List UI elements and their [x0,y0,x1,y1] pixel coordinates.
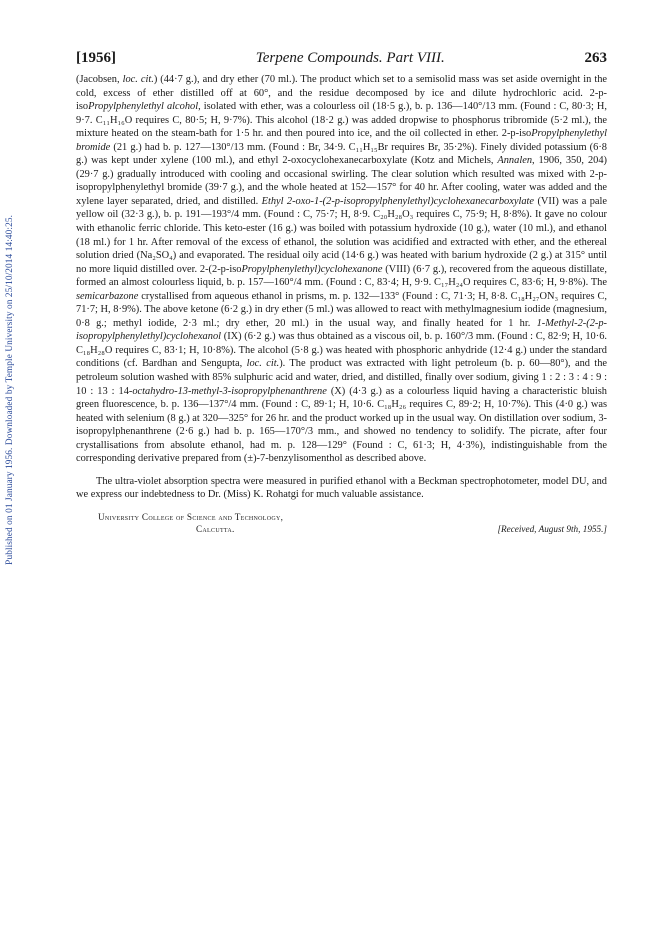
running-header [76,50,607,67]
text-run: (IX) (6·2 g.) was thus obtained as a viscous oil, b. p. 160°/3 mm. (Found : C, 82·9; H, 10·6. C₁₈H₂₈O requires C, 83·1; H, 10·8%). The alcohol (5·8 g.) was heated with phosphoric anhydride (12·4 g.) under the standard conditions (cf. Bardhan and Sengupta, [76,331,607,370]
text-run: (VIII) (6·7 g.), recovered from the aqueous distillate, formed an almost colourless liquid, b. p. 157—160°/4 mm. (Found : C, 83·4; H, 9·9. C₁₇H₂₄O requires C, 83·6; H, 9·8%). The [76,263,607,289]
italic-run: Annalen [497,155,533,167]
journal-page [76,50,607,544]
italic-run: loc. cit. [246,358,280,370]
text-run: crystallised from aqueous ethanol in prisms, m. p. 132—133° (Found : C, 71·3; H, 8·8. C₁₈H₂₇ON₃ requires C, 71·7; H, 8·9%). The above ketone (6·2 g.) in dry ether (5 ml.) was allowed to react with methylmagnesium iodide (magnesium, 0·8 g.; methyl iodide, 2·3 ml.; dry ether, 20 ml.) in the usual way, and finally heated for 1 hr. [76,290,607,329]
received-date: [Received, August 9th, 1955.] [497,523,607,534]
italic-run: loc. cit. [122,74,154,85]
header-year: [1956] [76,50,116,66]
text-run: ) (44·7 g.), and dry ether (70 ml.). The product which set to a semisolid mass was set aside overnight in the cold, excess of ether distilled off at 60°, and the residue decomposed by ice and dilute hydrochloric acid. 2-p-iso [76,74,608,113]
text-run: (X) (4·3 g.) as a colourless liquid having a characteristic bluish green fluorescence, b. p. 136—137°/4 mm. (Found : C, 89·1; H, 10·6. C₁₈H₂₆ requires C, 89·2; H, 10·7%). This (4·0 g.) was heated with selenium (8 g.) at 320—325° for 26 hr. and the product worked up in the usual way. On distillation over sodium, 3-isopropylphenanthrene (2·6 g.) had b. p. 165—170°/3 mm., and showed no tendency to solidify. The picrate, after four crystallisations from absolute ethanol, had m. p. 128—129° (Found : C, 61·3; H, 4·3%), indistinguishable from the corresponding derivative prepared from (±)-7-benzylisomenthol as described above. [76,385,607,465]
italic-run: Propylphenylethyl bromide [76,128,607,153]
text-run: , isolated with ether, was a colourless oil (18·5 g.), b. p. 136—140°/13 mm. (Found : C, 80·3; H, 9·7. C₁₁H₁₆O requires C, 80·5; H, 9·7%). This alcohol (18·2 g.) was added dropwise to phosphorus tribromide (5·2 ml.), the mixture heated on the steam-bath for 1·5 hr. and then poured into ice, and the oil collected in ether. 2-p-iso [76,101,607,140]
text-run: (21 g.) had b. p. 127—130°/13 mm. (Found : Br, 34·9. C₁₁H₁₅Br requires Br, 35·2%). Finely divided potassium (6·8 g.) was kept under xylene (100 ml.), and ethyl 2-oxocyclohexanecarboxylate (Kotz and Michels, [76,141,607,167]
download-notice [2,150,18,630]
italic-run: Ethyl 2-oxo-1-(2-p-isopropylphenylethyl)cyclohexanecarboxylate [261,195,535,207]
download-notice-text: Published on 01 January 1956. Downloaded by Temple University on 25/10/2014 14:40:25. [5,215,15,565]
italic-run: octahydro-13-methyl-3-isopropylphenanthrene [132,385,327,397]
experimental-paragraph [76,73,607,466]
affiliation-line-1: University College of Science and Technology, [98,511,284,522]
italic-run: Propylphenylethyl alcohol [88,101,199,113]
italic-run: Propylphenylethyl)cyclohexanone [241,263,383,275]
article-footer [76,512,607,544]
text-run: (Jacobsen, [76,74,123,85]
header-title: Terpene Compounds. Part VIII. [255,50,445,66]
text-run: ). The product was extracted with light petroleum (b. p. 60—80°), and the petroleum solution washed with 85% sulphuric acid and water, dried, and distilled, finally over sodium, giving 1 : 2 : 3 : 4 : 9 : 10 : 13 : 14- [76,358,608,397]
text-run: (VII) was a pale yellow oil (32·3 g.), b. p. 191—193°/4 mm. (Found : C, 75·7; H, 8·9. C₂₀H₂₈O₃ requires C, 75·9; H, 8·8%). It gave no colour with ethanolic ferric chloride. This keto-ester (16 g.) was boiled with potassium hydroxide (10 g.), water (10 ml.), and ethanol (18 ml.) for 1 hr. After removal of the excess of ethanol, the solution was acidified and extracted with ether, and the ethereal solution dried (Na₂SO₄) and evaporated. The residual oily acid (14·6 g.) was heated with barium hydroxide (2 g.) at 315° until no more liquid distilled over. 2-(2-p-iso [76,195,607,275]
italic-run: semicarbazone [76,290,139,302]
page-number: 263 [584,50,607,66]
italic-run: 1-Methyl-2-(2-p-isopropylphenylethyl)cyclohexanol [76,317,607,343]
affiliation-line-2: Calcutta. [196,523,235,534]
text-run: , 1906, 350, 204) (29·7 g.) gradually introduced with cooling and occasional swirling. The clear solution which resulted was mixed with 2-p-isopropylphenylethyl bromide (39·7 g.), and the whole heated at 152—157° for 40 hr. After cooling, water was added and the xylene layer separated, dried, and distilled. [76,155,607,207]
acknowledgement-paragraph: The ultra-violet absorption spectra were measured in purified ethanol with a Beckman spectrophotometer, model DU, and we express our indebtedness to Dr. (Miss) K. Rohatgi for much valuable assistance. [76,475,607,501]
